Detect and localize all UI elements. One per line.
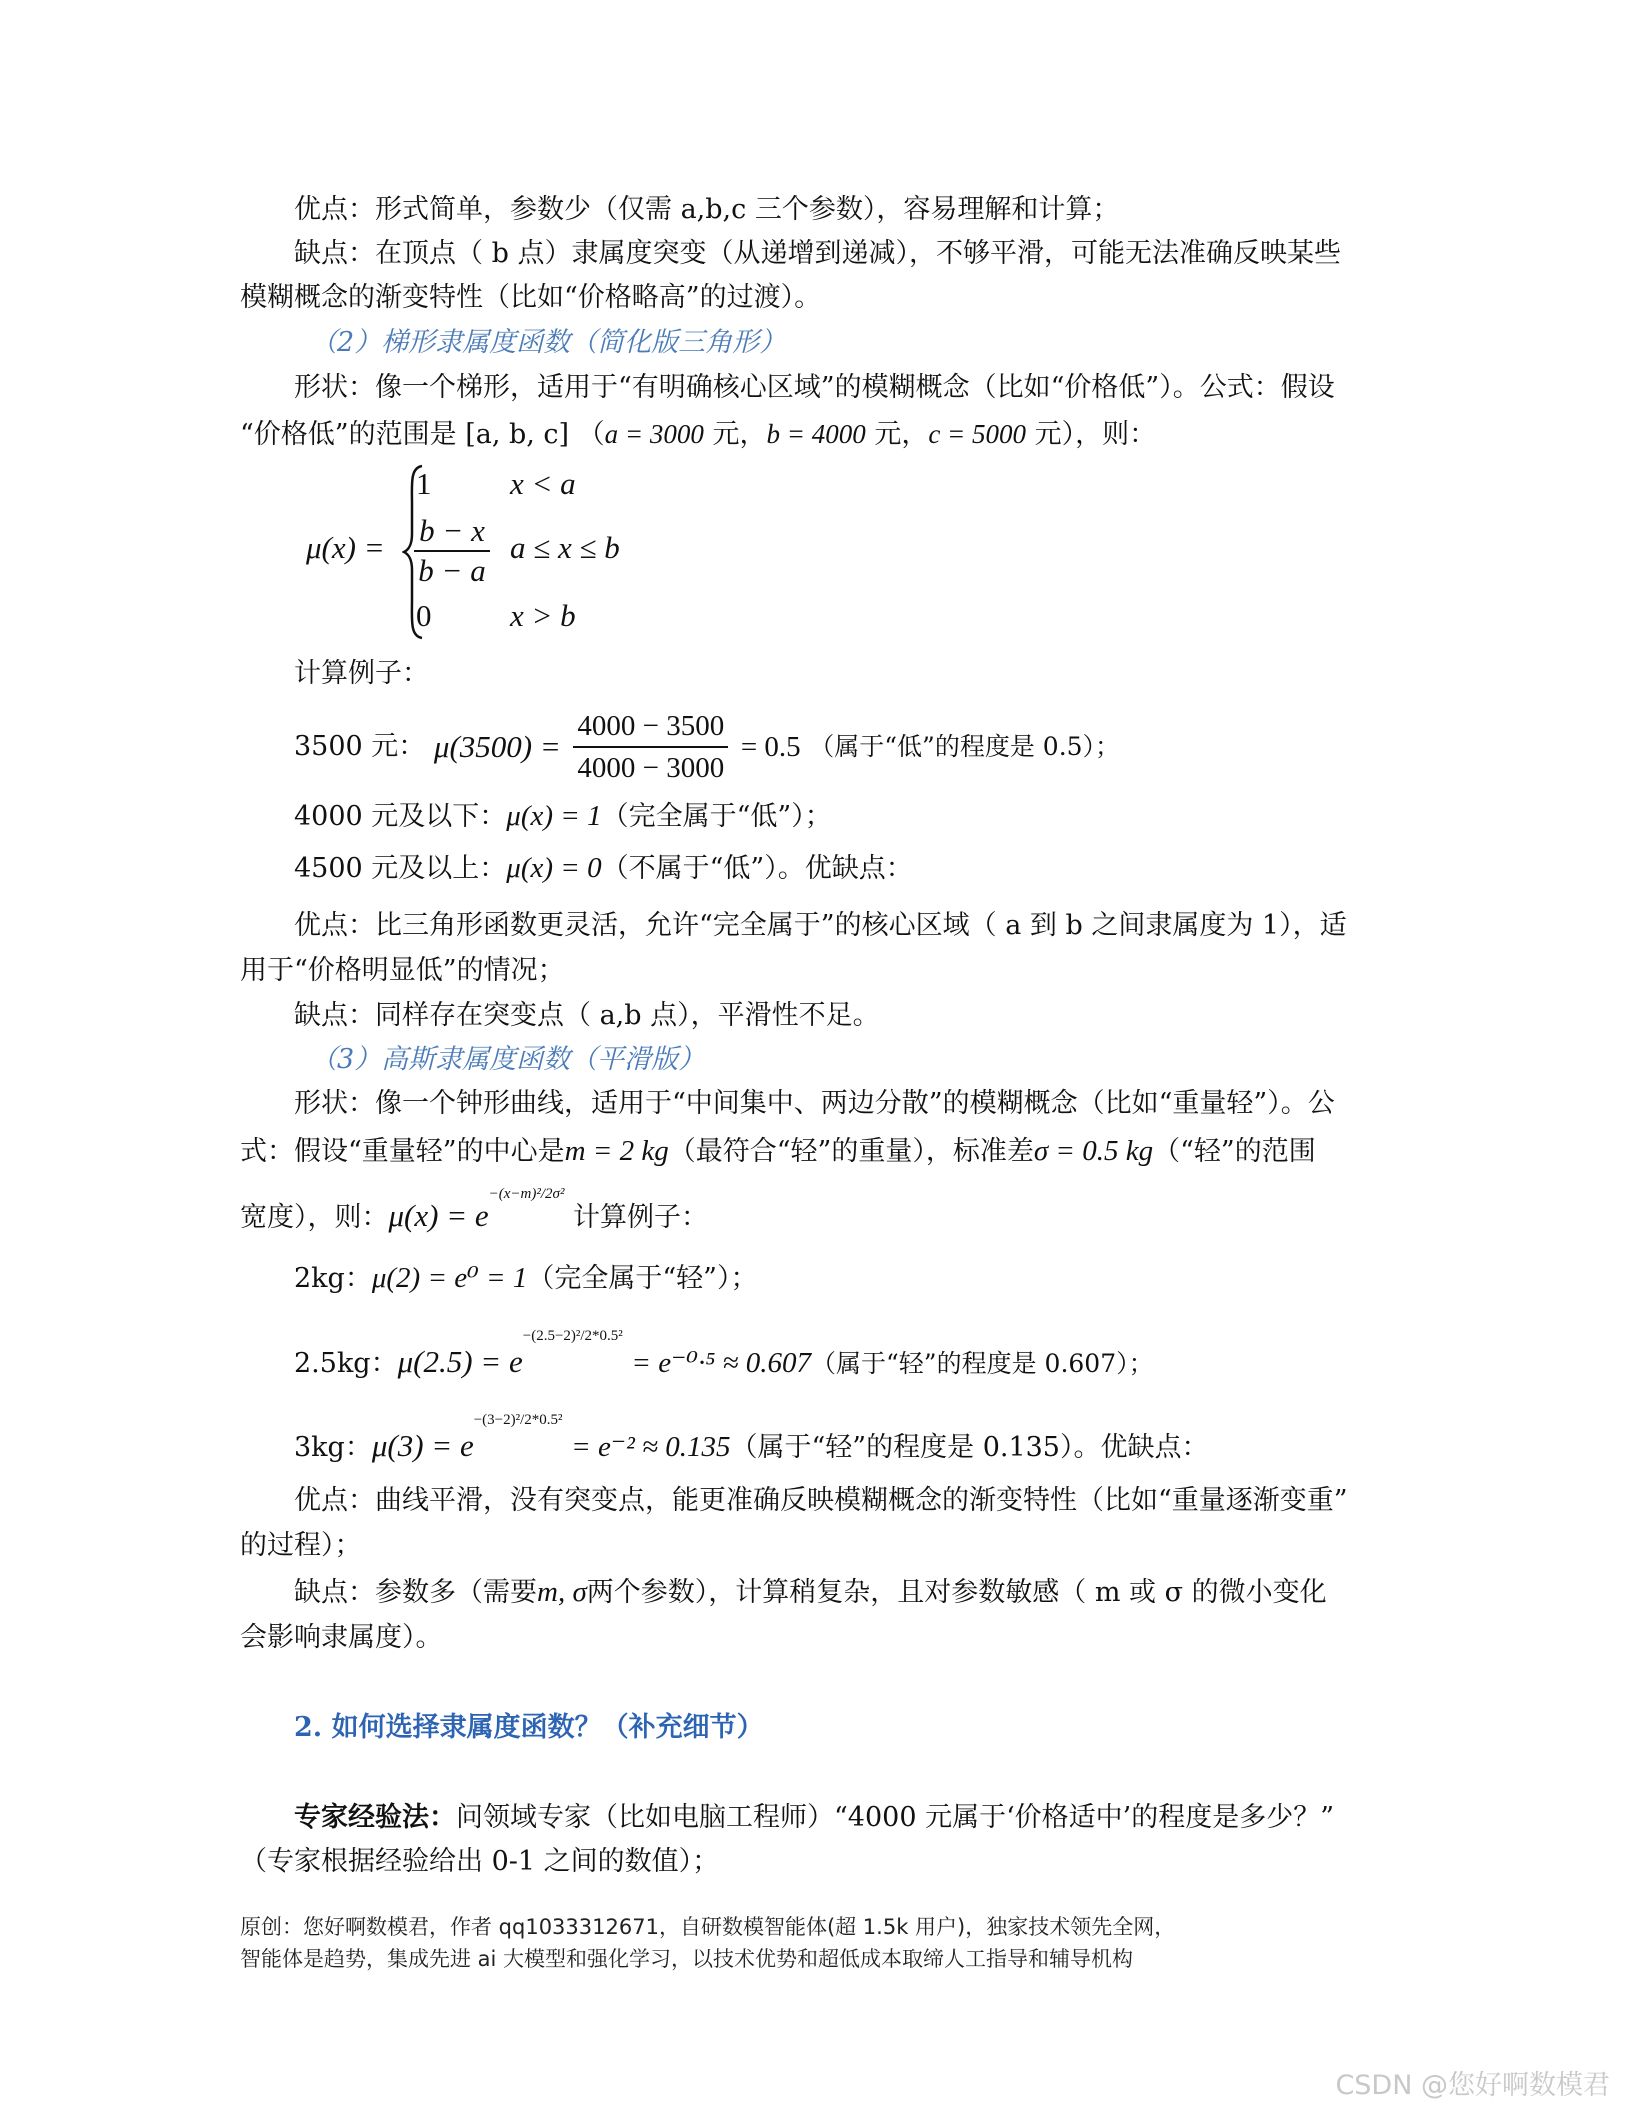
row2-denominator: b − a [418,553,486,588]
expert-method-line2: （专家根据经验给出 0-1 之间的数值）； [240,1846,720,1877]
advantages-trapezoid-line1: 优点：比三角形函数更灵活，允许“完全属于”的核心区域（ a 到 b 之间隶属度为 1），适 [294,910,1347,941]
trapezoid-shape-line2: “价格低”的范围是 [a, b, c] （a = 3000 元，b = 4000 元，c = 5000 元），则： [240,419,1157,450]
row2-numerator: b − x [414,512,490,552]
footer-line2: 智能体是趋势，集成先进 ai 大模型和强化学习，以技术优势和超低成本取缔人工指导和辅导机构 [240,1947,1134,1971]
row2-condition: a ≤ x ≤ b [510,530,620,565]
calc-example-title: 计算例子： [294,658,429,689]
disadvantages-gaussian-line1: 缺点：参数多（需要m, σ两个参数），计算稍复杂，且对参数敏感（ m 或 σ 的微小变化 [294,1576,1327,1608]
disadvantages-triangle-line2: 模糊概念的渐变特性（比如“价格略高”的过渡）。 [240,282,822,313]
row1-value: 1 [416,466,432,501]
gaussian-shape-line1: 形状：像一个钟形曲线，适用于“中间集中、两边分散”的模糊概念（比如“重量轻”）。公 [294,1088,1335,1119]
disadvantages-triangle-line1: 缺点：在顶点（ b 点）隶属度突变（从递增到递减），不够平滑，可能无法准确反映某些 [294,238,1341,269]
disadvantages-trapezoid: 缺点：同样存在突变点（ a,b 点），平滑性不足。 [294,1000,880,1031]
advantages-gaussian-line1: 优点：曲线平滑，没有突变点，能更准确反映模糊概念的渐变特性（比如“重量逐渐变重” [294,1485,1348,1516]
section-heading-trapezoid: （2）梯形隶属度函数（简化版三角形） [310,327,787,358]
formula-lhs: μ(x) = [306,530,385,565]
row3-value: 0 [416,598,432,633]
advantages-trapezoid-line2: 用于“价格明显低”的情况； [240,955,565,986]
disadvantages-gaussian-line2: 会影响隶属度）。 [240,1622,443,1653]
example-4500: 4500 元及以上：μ(x) = 0（不属于“低”）。优缺点： [294,852,913,884]
watermark: CSDN @您好啊数模君 [1335,2070,1610,2101]
gaussian-exponent: −(x−m)²/2σ² [488,1186,565,1202]
row2-fraction [414,512,490,590]
trapezoid-shape-line1: 形状：像一个梯形，适用于“有明确核心区域”的模糊概念（比如“价格低”）。公式：假设 [294,372,1335,403]
gaussian-2-5-exponent: −(2.5−2)²/2*0.5² [522,1328,623,1344]
row3-condition: x > b [510,598,576,633]
expert-method-line1: 专家经验法：问领域专家（比如电脑工程师）“4000 元属于‘价格适中’的程度是多少？” [294,1802,1335,1833]
piecewise-formula [306,462,726,642]
row1-condition: x < a [510,466,576,501]
gaussian-shape-line2: 式：假设“重量轻”的中心是m = 2 kg（最符合“轻”的重量），标准差σ = 0.5 kg（“轻”的范围 [240,1135,1316,1167]
example-3500-fraction: $\frac{4000 - 3500}{4000 - 3000}$ [573,706,728,788]
gaussian-example-2-5kg: 2.5kg：$\mu(2.5) = e^{-(2.5-2)^2/2*0.5^2} = e^{-0}\cdot^5 \approx 0.607$（属于“轻”的程度是 0.607）； [294,1328,1154,1379]
example-3500: 3500 元： μ(3500) = $\frac{4000 - 3500}{4000 - 3000}$ = 0.5 （属于“低”的程度是 0.5）； [294,706,1120,786]
gaussian-3-exponent: −(3−2)²/2*0.5² [473,1412,563,1428]
section-heading-gaussian: （3）高斯隶属度函数（平滑版） [310,1044,706,1075]
gaussian-formula-line: 宽度），则：$\mu(x) = e^{-(x-m)^2/2\sigma^2}$ 计算例子： [240,1186,709,1233]
footer-line1: 原创：您好啊数模君，作者 qq1033312671，自研数模智能体(超 1.5k 用户)，独家技术领先全网， [240,1915,1176,1939]
advantages-gaussian-line2: 的过程）； [240,1530,362,1561]
gaussian-example-2kg: 2kg：μ(2) = e⁰ = 1（完全属于“轻”）； [294,1262,758,1294]
gaussian-example-3kg: 3kg：$\mu(3) = e^{-(3-2)^2/2*0.5^2} = e^{-2} \approx 0.135$（属于“轻”的程度是 0.135）。优缺点： [294,1412,1209,1463]
section-heading-selection: 2. 如何选择隶属度函数？（补充细节） [294,1712,764,1743]
advantages-triangle: 优点：形式简单，参数少（仅需 a,b,c 三个参数），容易理解和计算； [294,194,1120,225]
example-4000: 4000 元及以下：μ(x) = 1（完全属于“低”）； [294,800,832,832]
